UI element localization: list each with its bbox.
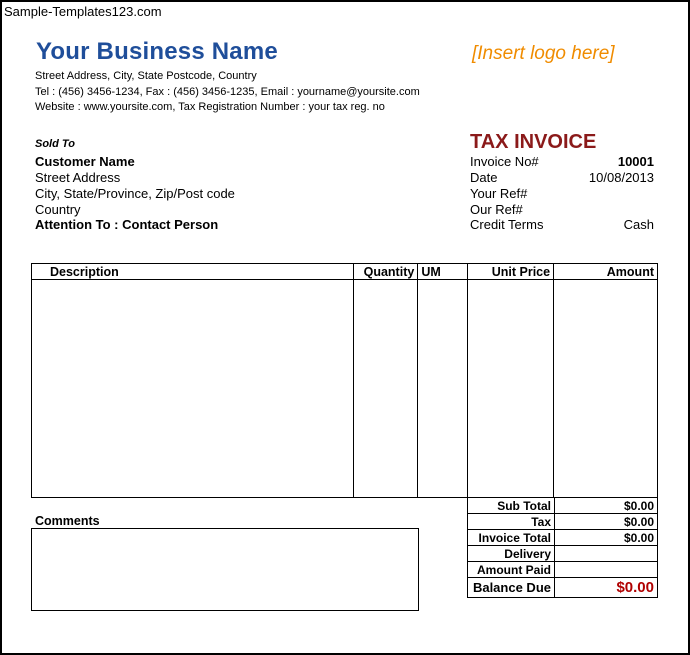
header-unit-price: Unit Price: [468, 264, 554, 280]
header-amount: Amount: [554, 264, 658, 280]
description-cell[interactable]: [32, 280, 354, 498]
line-items-table: [31, 263, 658, 498]
tax-value: $0.00: [555, 514, 658, 530]
customer-country: Country: [35, 202, 81, 217]
amount-paid-value[interactable]: [555, 562, 658, 578]
business-address: Street Address, City, State Postcode, Country: [35, 70, 257, 82]
customer-attention: Attention To : Contact Person: [35, 217, 219, 232]
amount-paid-row: [468, 562, 658, 578]
invoice-total-value: $0.00: [555, 530, 658, 546]
business-website: Website : www.yoursite.com, Tax Registration Number : your tax reg. no: [35, 101, 385, 113]
logo-placeholder: [Insert logo here]: [472, 43, 615, 64]
header-quantity: Quantity: [354, 264, 418, 280]
invoice-title: TAX INVOICE: [470, 131, 597, 153]
business-name: Your Business Name: [36, 38, 278, 65]
tax-label: Tax: [468, 514, 555, 530]
invoice-total-label: Invoice Total: [468, 530, 555, 546]
invoice-total-row: [468, 530, 658, 546]
comments-box[interactable]: [31, 528, 419, 611]
delivery-row: [468, 546, 658, 562]
delivery-label: Delivery: [468, 546, 555, 562]
customer-name: Customer Name: [35, 154, 135, 169]
unit-price-cell[interactable]: [468, 280, 554, 498]
sub-total-row: [468, 498, 658, 514]
invoice-no-value: 10001: [617, 154, 654, 169]
table-header-row: [32, 264, 658, 280]
amount-cell[interactable]: [554, 280, 658, 498]
date-value: 10/08/2013: [588, 170, 654, 185]
sub-total-label: Sub Total: [468, 498, 555, 514]
table-row: [32, 280, 658, 498]
business-contact: Tel : (456) 3456-1234, Fax : (456) 3456-1235, Email : yourname@yoursite.com: [35, 86, 420, 98]
your-ref-label: Your Ref#: [470, 186, 528, 201]
balance-due-label: Balance Due: [468, 578, 555, 598]
delivery-value[interactable]: [555, 546, 658, 562]
comments-label: Comments: [35, 514, 100, 528]
quantity-cell[interactable]: [354, 280, 418, 498]
sold-to-label: Sold To: [35, 138, 75, 150]
balance-due-value: $0.00: [555, 578, 658, 598]
invoice-no-label: Invoice No#: [470, 154, 539, 169]
header-um: UM: [418, 264, 468, 280]
customer-city: City, State/Province, Zip/Post code: [35, 186, 235, 201]
credit-terms-value: Cash: [623, 217, 654, 232]
amount-paid-label: Amount Paid: [468, 562, 555, 578]
sub-total-value: $0.00: [555, 498, 658, 514]
credit-terms-label: Credit Terms: [470, 217, 544, 232]
customer-street: Street Address: [35, 170, 121, 185]
balance-due-row: [468, 578, 658, 598]
header-description: Description: [32, 264, 354, 280]
um-cell[interactable]: [418, 280, 468, 498]
totals-table: [467, 497, 658, 598]
watermark: Sample-Templates123.com: [4, 4, 162, 19]
our-ref-label: Our Ref#: [470, 202, 523, 217]
tax-row: [468, 514, 658, 530]
date-label: Date: [470, 170, 498, 185]
